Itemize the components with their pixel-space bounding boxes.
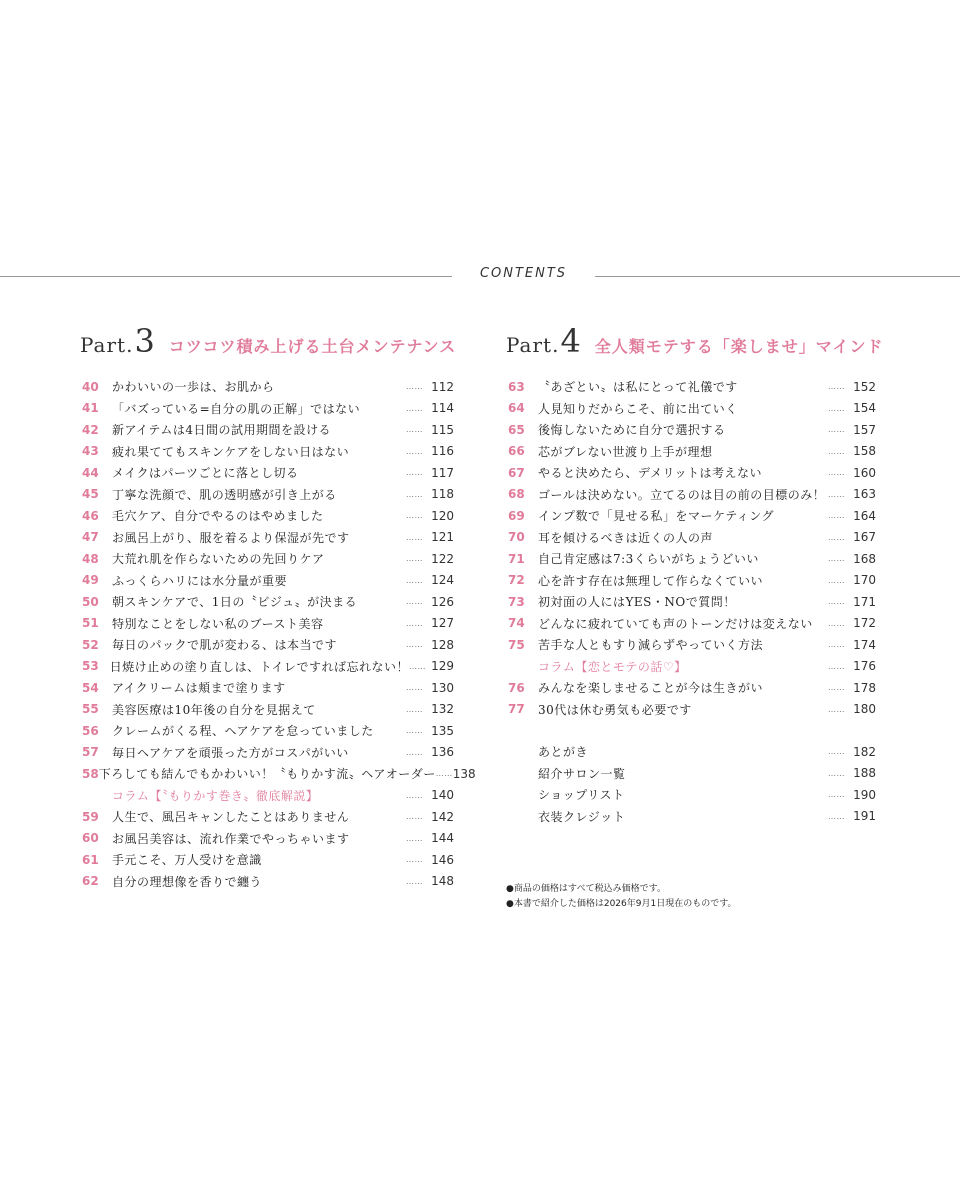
- toc-leader-dots: ……: [406, 833, 423, 843]
- toc-chapter-title: 日焼け止めの塗り直しは、トイレですれば忘れない！: [109, 659, 410, 674]
- toc-leader-dots: ……: [828, 597, 845, 607]
- toc-row[interactable]: [508, 441, 876, 463]
- toc-leader-dots: ……: [828, 661, 845, 671]
- toc-chapter-title: 人生で、風呂キャンしたことはありません: [112, 810, 350, 825]
- toc-chapter-number: 54: [82, 680, 99, 695]
- toc-leader-dots: ……: [828, 704, 845, 714]
- toc-row[interactable]: [82, 527, 454, 549]
- toc-page-number: 191: [853, 809, 876, 824]
- toc-row[interactable]: [508, 505, 876, 527]
- part4-heading: [506, 322, 883, 362]
- toc-chapter-number: 73: [508, 594, 525, 609]
- toc-back-matter-title: 紹介サロン一覧: [538, 766, 626, 781]
- toc-leader-dots: ……: [828, 446, 845, 456]
- toc-row[interactable]: [82, 484, 454, 506]
- toc-page-number: 112: [431, 379, 454, 394]
- toc-chapter-title: 毛穴ケア、自分でやるのはやめました: [112, 509, 324, 524]
- toc-leader-dots: ……: [828, 468, 845, 478]
- toc-chapter-number: 45: [82, 487, 99, 502]
- toc-chapter-title: ふっくらハリには水分量が重要: [112, 573, 288, 588]
- toc-row[interactable]: [508, 634, 876, 656]
- part3-title: コツコツ積み上げる土台メンテナンス: [168, 337, 457, 356]
- toc-chapter-number: 50: [82, 594, 99, 609]
- toc-leader-dots: ……: [409, 661, 427, 671]
- toc-chapter-title: コラム【恋とモテの話♡】: [538, 659, 687, 674]
- toc-leader-dots: ……: [406, 597, 423, 607]
- toc-chapter-number: 57: [82, 745, 99, 760]
- toc-leader-dots: ……: [406, 704, 423, 714]
- toc-leader-dots: ……: [828, 532, 845, 542]
- toc-chapter-title: 〝あざとい〟は私にとって礼儀です: [538, 380, 738, 395]
- toc-chapter-number: 51: [82, 616, 99, 631]
- toc-back-matter-title: あとがき: [538, 745, 589, 760]
- toc-part4-list: [508, 376, 876, 827]
- toc-back-matter-row[interactable]: [508, 806, 876, 828]
- part4-number: 4: [560, 322, 581, 360]
- toc-leader-dots: ……: [828, 768, 845, 778]
- toc-page-number: 174: [853, 637, 876, 652]
- toc-page-number: 152: [853, 379, 876, 394]
- toc-page-number: 114: [431, 401, 454, 416]
- toc-row[interactable]: [82, 699, 454, 721]
- toc-leader-dots: ……: [828, 554, 845, 564]
- toc-page-number: 172: [853, 616, 876, 631]
- toc-row[interactable]: [82, 677, 454, 699]
- contents-title: CONTENTS: [479, 266, 568, 281]
- toc-leader-dots: ……: [406, 489, 423, 499]
- toc-chapter-number: 46: [82, 508, 99, 523]
- toc-chapter-title: 後悔しないために自分で選択する: [538, 423, 726, 438]
- toc-row[interactable]: [508, 484, 876, 506]
- toc-row[interactable]: [508, 677, 876, 699]
- part4-title: 全人類モテする「楽しませ」マインド: [594, 337, 884, 356]
- toc-chapter-number: 65: [508, 422, 525, 437]
- toc-row[interactable]: [82, 763, 476, 785]
- toc-leader-dots: ……: [828, 811, 845, 821]
- toc-chapter-title: 芯がブレない世渡り上手が理想: [538, 444, 713, 459]
- toc-chapter-title: かわいいの一歩は、お肌から: [112, 380, 275, 395]
- toc-page-number: 118: [431, 487, 454, 502]
- toc-chapter-title: インプ数で「見せる私」をマーケティング: [538, 509, 775, 524]
- toc-page-number: 167: [853, 530, 876, 545]
- toc-part3-list: [82, 376, 476, 892]
- toc-leader-dots: ……: [406, 618, 423, 628]
- part3-heading: [80, 322, 456, 362]
- toc-leader-dots: ……: [406, 812, 423, 822]
- toc-row[interactable]: [82, 613, 454, 635]
- toc-chapter-title: 下ろしても結んでもかわいい！〝もりかす流〟ヘアオーダー: [98, 767, 436, 782]
- footnotes: [506, 882, 737, 912]
- toc-page-number: 138: [452, 766, 476, 781]
- toc-leader-dots: ……: [828, 790, 845, 800]
- toc-leader-dots: ……: [406, 554, 423, 564]
- toc-leader-dots: ……: [406, 640, 423, 650]
- toc-page-number: 130: [431, 680, 454, 695]
- toc-chapter-title: アイクリームは頬まで塗ります: [112, 681, 286, 696]
- toc-chapter-title: 自分の理想像を香りで纏う: [112, 874, 263, 889]
- toc-chapter-number: 42: [82, 422, 99, 437]
- toc-row[interactable]: [82, 720, 454, 742]
- header-rule-left: [0, 276, 452, 277]
- toc-chapter-title: 人見知りだからこそ、前に出ていく: [538, 401, 738, 416]
- toc-row[interactable]: [82, 742, 454, 764]
- toc-row[interactable]: [82, 656, 454, 678]
- part3-word: Part.: [80, 333, 134, 357]
- toc-leader-dots: ……: [828, 489, 845, 499]
- toc-row[interactable]: [508, 548, 876, 570]
- toc-chapter-number: 59: [82, 809, 99, 824]
- toc-chapter-number: 69: [508, 508, 525, 523]
- footnote: ●本書で紹介した価格は2026年9月1日現在のものです。: [506, 899, 737, 909]
- toc-leader-dots: ……: [406, 876, 423, 886]
- toc-page-number: 182: [853, 744, 876, 759]
- toc-row[interactable]: [508, 462, 876, 484]
- toc-chapter-title: 耳を傾けるべきは近くの人の声: [538, 530, 714, 545]
- toc-page-number: 116: [431, 444, 454, 459]
- toc-page-number: 124: [431, 573, 454, 588]
- toc-chapter-number: 67: [508, 465, 525, 480]
- toc-chapter-title: みんなを楽しませることが今は生きがい: [538, 681, 764, 696]
- toc-row[interactable]: [82, 591, 454, 613]
- toc-page-number: 171: [853, 594, 876, 609]
- toc-row[interactable]: [82, 398, 454, 420]
- toc-page-number: 121: [431, 530, 454, 545]
- toc-page-number: 144: [431, 831, 454, 846]
- toc-page-number: 128: [431, 637, 454, 652]
- toc-leader-dots: ……: [828, 575, 845, 585]
- toc-chapter-number: 43: [82, 444, 99, 459]
- toc-chapter-title: 美容医療は10年後の自分を見据えて: [112, 702, 316, 717]
- part4-word: Part.: [506, 333, 560, 357]
- toc-page-number: 129: [431, 659, 454, 674]
- toc-leader-dots: ……: [828, 403, 845, 413]
- toc-leader-dots: ……: [828, 382, 845, 392]
- toc-page-number: 146: [431, 852, 454, 867]
- toc-chapter-title: 朝スキンケアで、1日の〝ビジュ〟が決まる: [112, 595, 358, 610]
- toc-page-number: 136: [431, 745, 454, 760]
- toc-chapter-number: 71: [508, 551, 525, 566]
- toc-chapter-number: 48: [82, 551, 99, 566]
- toc-row[interactable]: [508, 376, 876, 398]
- toc-chapter-number: 77: [508, 702, 525, 717]
- toc-row[interactable]: [82, 548, 454, 570]
- toc-chapter-title: クレームがくる程、ヘアケアを怠っていました: [112, 724, 374, 739]
- toc-leader-dots: ……: [406, 855, 423, 865]
- toc-chapter-title: 自己肯定感は7:3くらいがちょうどいい: [538, 552, 759, 567]
- toc-chapter-title: 特別なことをしない私のブースト美容: [112, 616, 324, 631]
- toc-page-number: 148: [431, 874, 454, 889]
- toc-chapter-number: 53: [82, 659, 99, 674]
- toc-row[interactable]: [82, 871, 454, 893]
- toc-chapter-title: 大荒れ肌を作らないための先回りケア: [112, 552, 325, 567]
- toc-chapter-title: ゴールは決めない。立てるのは目の前の目標のみ！: [538, 487, 826, 502]
- toc-chapter-number: 41: [82, 401, 99, 416]
- toc-chapter-number: 60: [82, 831, 99, 846]
- toc-chapter-title: 「バズっている=自分の肌の正解」ではない: [112, 401, 361, 416]
- toc-row[interactable]: [82, 634, 454, 656]
- toc-chapter-title: 毎日ヘアケアを頑張った方がコスパがいい: [112, 745, 349, 760]
- toc-row[interactable]: [82, 806, 454, 828]
- toc-chapter-title: 新アイテムは4日間の試用期間を設ける: [112, 423, 331, 438]
- toc-leader-dots: ……: [406, 747, 423, 757]
- toc-leader-dots: ……: [406, 446, 423, 456]
- toc-chapter-title: 30代は休む勇気も必要です: [538, 702, 692, 717]
- toc-back-matter-title: 衣装クレジット: [538, 809, 626, 824]
- toc-row[interactable]: [82, 828, 454, 850]
- toc-chapter-title: 丁寧な洗顔で、肌の透明感が引き上がる: [112, 487, 337, 502]
- toc-leader-dots: ……: [406, 468, 423, 478]
- toc-row[interactable]: [82, 505, 454, 527]
- toc-chapter-title: コラム【〝もりかす巻き〟徹底解説】: [112, 788, 319, 803]
- toc-leader-dots: ……: [406, 726, 423, 736]
- toc-chapter-number: 56: [82, 723, 99, 738]
- toc-chapter-number: 61: [82, 852, 99, 867]
- toc-page-number: 135: [431, 723, 454, 738]
- footnote: ●商品の価格はすべて税込み価格です。: [506, 884, 666, 894]
- toc-page-number: 170: [853, 573, 876, 588]
- toc-leader-dots: ……: [406, 382, 423, 392]
- part3-number: 3: [134, 322, 155, 360]
- toc-page-number: 157: [853, 422, 876, 437]
- toc-page-number: 115: [431, 422, 454, 437]
- toc-page-number: 140: [431, 788, 454, 803]
- toc-back-matter-row[interactable]: [508, 741, 876, 763]
- toc-leader-dots: ……: [406, 511, 423, 521]
- toc-chapter-number: 75: [508, 637, 525, 652]
- toc-leader-dots: ……: [828, 425, 845, 435]
- toc-page-number: 178: [853, 680, 876, 695]
- toc-row[interactable]: [508, 419, 876, 441]
- toc-chapter-title: 疲れ果ててもスキンケアをしない日はない: [112, 444, 350, 459]
- toc-chapter-title: 毎日のパックで肌が変わる、は本当です: [112, 638, 338, 653]
- toc-page-number: 176: [853, 659, 876, 674]
- toc-page-number: 188: [853, 766, 876, 781]
- toc-back-matter-row[interactable]: [508, 784, 876, 806]
- toc-chapter-number: 40: [82, 379, 99, 394]
- toc-spacer: [508, 720, 876, 741]
- toc-page-number: 126: [431, 594, 454, 609]
- toc-page-number: 120: [431, 508, 454, 523]
- toc-chapter-number: 52: [82, 637, 99, 652]
- toc-chapter-number: 74: [508, 616, 525, 631]
- toc-leader-dots: ……: [828, 618, 845, 628]
- toc-row[interactable]: [82, 570, 454, 592]
- toc-page-number: 160: [853, 465, 876, 480]
- toc-chapter-number: 47: [82, 530, 99, 545]
- toc-chapter-number: 76: [508, 680, 525, 695]
- toc-page-number: 154: [853, 401, 876, 416]
- toc-page-number: 164: [853, 508, 876, 523]
- toc-leader-dots: ……: [406, 425, 423, 435]
- toc-row[interactable]: [508, 699, 876, 721]
- toc-chapter-title: お風呂美容は、流れ作業でやっちゃいます: [112, 831, 350, 846]
- toc-row[interactable]: [82, 849, 454, 871]
- toc-chapter-number: 58: [82, 766, 99, 781]
- toc-page-number: 163: [853, 487, 876, 502]
- toc-row[interactable]: [82, 419, 454, 441]
- toc-chapter-number: 55: [82, 702, 99, 717]
- toc-chapter-number: 44: [82, 465, 99, 480]
- toc-row[interactable]: [508, 527, 876, 549]
- toc-chapter-number: 49: [82, 573, 99, 588]
- toc-chapter-title: メイクはパーツごとに落とし切る: [112, 466, 299, 481]
- toc-row[interactable]: [82, 441, 454, 463]
- toc-leader-dots: ……: [828, 511, 845, 521]
- toc-chapter-number: 70: [508, 530, 525, 545]
- toc-leader-dots: ……: [828, 747, 845, 757]
- toc-chapter-title: 初対面の人にはYES・NOで質問！: [538, 595, 736, 610]
- toc-page-number: 190: [853, 787, 876, 802]
- toc-page-number: 168: [853, 551, 876, 566]
- toc-chapter-number: 66: [508, 444, 525, 459]
- toc-page-number: 180: [853, 702, 876, 717]
- toc-back-matter-title: ショップリスト: [538, 788, 625, 803]
- toc-row[interactable]: [508, 570, 876, 592]
- toc-chapter-title: 心を許す存在は無理して作らなくていい: [538, 573, 764, 588]
- toc-chapter-title: お風呂上がり、服を着るより保湿が先です: [112, 530, 350, 545]
- toc-leader-dots: ……: [406, 575, 423, 585]
- toc-chapter-title: 苦手な人ともすり減らずやっていく方法: [538, 638, 764, 653]
- toc-page-number: 142: [431, 809, 454, 824]
- toc-chapter-number: 63: [508, 379, 525, 394]
- toc-page-number: 122: [431, 551, 454, 566]
- toc-leader-dots: ……: [406, 790, 423, 800]
- toc-chapter-title: どんなに疲れていても声のトーンだけは変えない: [538, 616, 813, 631]
- toc-row[interactable]: [508, 613, 876, 635]
- toc-chapter-number: 72: [508, 573, 525, 588]
- toc-chapter-number: 68: [508, 487, 525, 502]
- toc-leader-dots: ……: [828, 683, 845, 693]
- toc-back-matter-row[interactable]: [508, 763, 876, 785]
- toc-leader-dots: ……: [406, 403, 423, 413]
- toc-chapter-number: 64: [508, 401, 525, 416]
- toc-chapter-number: 62: [82, 874, 99, 889]
- toc-page-number: 127: [431, 616, 454, 631]
- header-rule-right: [595, 276, 960, 277]
- toc-page-number: 158: [853, 444, 876, 459]
- toc-chapter-title: やると決めたら、デメリットは考えない: [538, 466, 763, 481]
- toc-row[interactable]: [508, 591, 876, 613]
- toc-row[interactable]: [82, 462, 454, 484]
- toc-leader-dots: ……: [406, 683, 423, 693]
- toc-chapter-title: 手元こそ、万人受けを意識: [112, 853, 262, 868]
- toc-leader-dots: ……: [406, 532, 423, 542]
- toc-page-number: 132: [431, 702, 454, 717]
- toc-row[interactable]: [508, 398, 876, 420]
- toc-column-row[interactable]: [82, 785, 454, 807]
- toc-row[interactable]: [82, 376, 454, 398]
- toc-column-row[interactable]: [508, 656, 876, 678]
- toc-leader-dots: ……: [828, 640, 845, 650]
- toc-page-number: 117: [431, 465, 454, 480]
- toc-leader-dots: ……: [435, 769, 453, 779]
